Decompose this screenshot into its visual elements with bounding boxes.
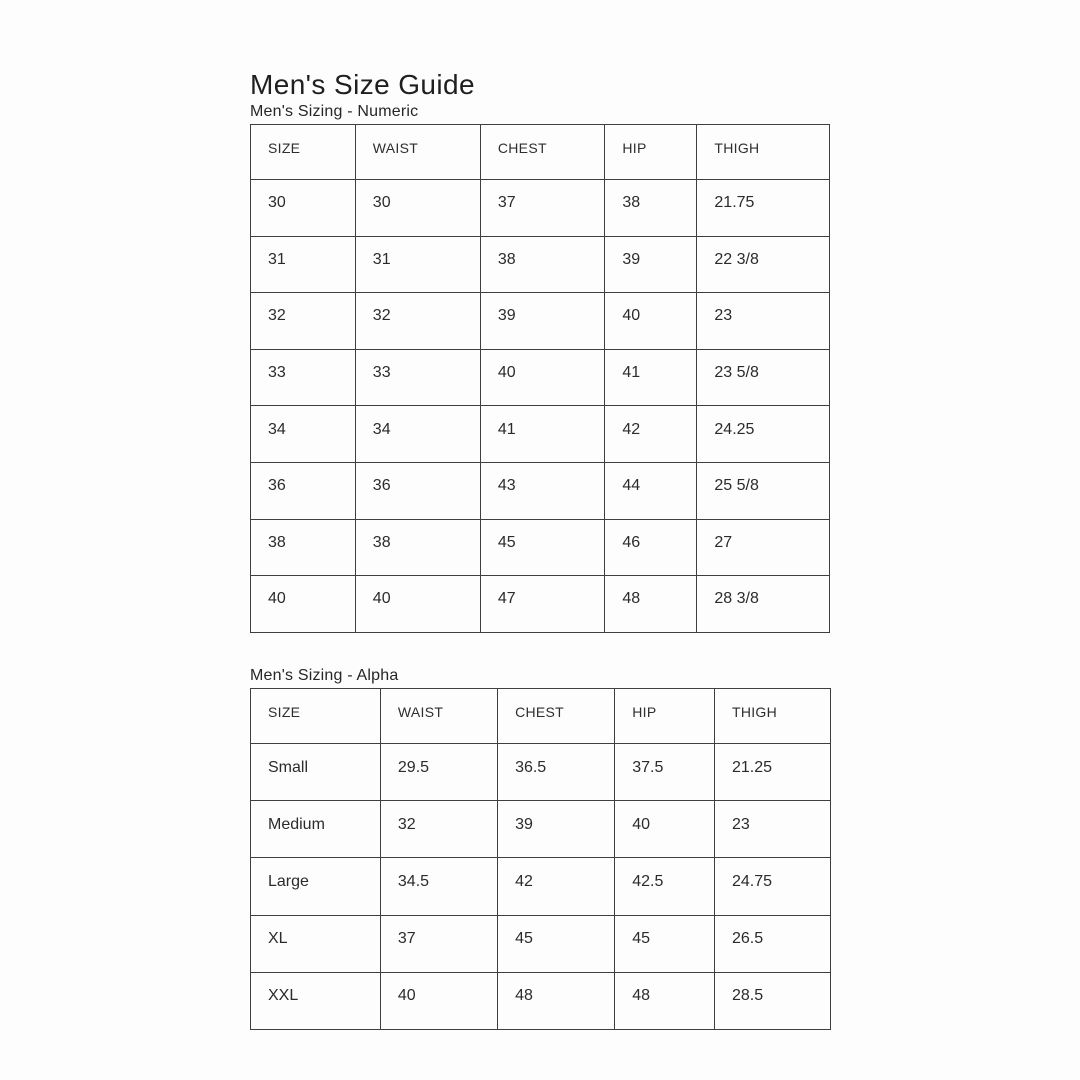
data-cell: Small — [251, 744, 381, 801]
data-cell: 31 — [251, 236, 356, 293]
data-cell: 23 — [714, 801, 830, 858]
data-cell: 39 — [480, 293, 604, 350]
header-cell-chest: CHEST — [480, 125, 604, 180]
data-cell: 32 — [380, 801, 497, 858]
data-cell: 34 — [251, 406, 356, 463]
data-cell: 40 — [355, 576, 480, 633]
header-row — [251, 689, 831, 744]
data-cell: 36 — [355, 462, 480, 519]
data-cell: XL — [251, 915, 381, 972]
table-row — [251, 858, 831, 915]
data-cell: 42 — [605, 406, 697, 463]
data-cell: 40 — [251, 576, 356, 633]
header-cell-thigh: THIGH — [714, 689, 830, 744]
data-cell: 40 — [380, 972, 497, 1029]
header-cell-size: SIZE — [251, 125, 356, 180]
data-cell: 38 — [480, 236, 604, 293]
data-cell: 23 5/8 — [697, 349, 830, 406]
alpha-size-table — [250, 688, 831, 1030]
data-cell: 48 — [605, 576, 697, 633]
data-cell: 22 3/8 — [697, 236, 830, 293]
data-cell: 38 — [355, 519, 480, 576]
data-cell: 23 — [697, 293, 830, 350]
data-cell: 48 — [615, 972, 715, 1029]
table-row — [251, 972, 831, 1029]
data-cell: 48 — [498, 972, 615, 1029]
data-cell: 30 — [355, 180, 480, 237]
header-cell-waist: WAIST — [355, 125, 480, 180]
data-cell: Large — [251, 858, 381, 915]
data-cell: 31 — [355, 236, 480, 293]
data-cell: 24.25 — [697, 406, 830, 463]
table-row — [251, 293, 830, 350]
page-title: Men's Size Guide — [250, 68, 475, 100]
data-cell: 24.75 — [714, 858, 830, 915]
table-row — [251, 801, 831, 858]
data-cell: 32 — [355, 293, 480, 350]
data-cell: 38 — [605, 180, 697, 237]
data-cell: 42.5 — [615, 858, 715, 915]
data-cell: 40 — [605, 293, 697, 350]
data-cell: 39 — [498, 801, 615, 858]
data-cell: 45 — [498, 915, 615, 972]
data-cell: 34.5 — [380, 858, 497, 915]
data-cell: 37 — [480, 180, 604, 237]
table-row — [251, 576, 830, 633]
table-row — [251, 406, 830, 463]
data-cell: 37.5 — [615, 744, 715, 801]
table-row — [251, 915, 831, 972]
numeric-size-table — [250, 124, 830, 633]
table-row — [251, 519, 830, 576]
data-cell: 46 — [605, 519, 697, 576]
data-cell: 36.5 — [498, 744, 615, 801]
data-cell: 32 — [251, 293, 356, 350]
data-cell: 36 — [251, 462, 356, 519]
header-row — [251, 125, 830, 180]
header-cell-size: SIZE — [251, 689, 381, 744]
data-cell: XXL — [251, 972, 381, 1029]
data-cell: 39 — [605, 236, 697, 293]
data-cell: 45 — [615, 915, 715, 972]
data-cell: 42 — [498, 858, 615, 915]
data-cell: 27 — [697, 519, 830, 576]
numeric-table-caption: Men's Sizing - Numeric — [250, 103, 419, 120]
data-cell: 40 — [480, 349, 604, 406]
data-cell: 25 5/8 — [697, 462, 830, 519]
data-cell: 28 3/8 — [697, 576, 830, 633]
table-row — [251, 180, 830, 237]
data-cell: 28.5 — [714, 972, 830, 1029]
data-cell: 33 — [251, 349, 356, 406]
data-cell: 41 — [480, 406, 604, 463]
header-cell-chest: CHEST — [498, 689, 615, 744]
data-cell: 45 — [480, 519, 604, 576]
data-cell: Medium — [251, 801, 381, 858]
header-cell-thigh: THIGH — [697, 125, 830, 180]
data-cell: 44 — [605, 462, 697, 519]
data-cell: 33 — [355, 349, 480, 406]
data-cell: 38 — [251, 519, 356, 576]
data-cell: 30 — [251, 180, 356, 237]
alpha-table-caption: Men's Sizing - Alpha — [250, 667, 399, 684]
data-cell: 40 — [615, 801, 715, 858]
data-cell: 21.25 — [714, 744, 830, 801]
data-cell: 47 — [480, 576, 604, 633]
data-cell: 41 — [605, 349, 697, 406]
data-cell: 29.5 — [380, 744, 497, 801]
data-cell: 37 — [380, 915, 497, 972]
header-cell-hip: HIP — [605, 125, 697, 180]
table-row — [251, 744, 831, 801]
table-row — [251, 462, 830, 519]
header-cell-waist: WAIST — [380, 689, 497, 744]
data-cell: 43 — [480, 462, 604, 519]
header-cell-hip: HIP — [615, 689, 715, 744]
data-cell: 34 — [355, 406, 480, 463]
table-row — [251, 236, 830, 293]
data-cell: 26.5 — [714, 915, 830, 972]
table-row — [251, 349, 830, 406]
data-cell: 21.75 — [697, 180, 830, 237]
